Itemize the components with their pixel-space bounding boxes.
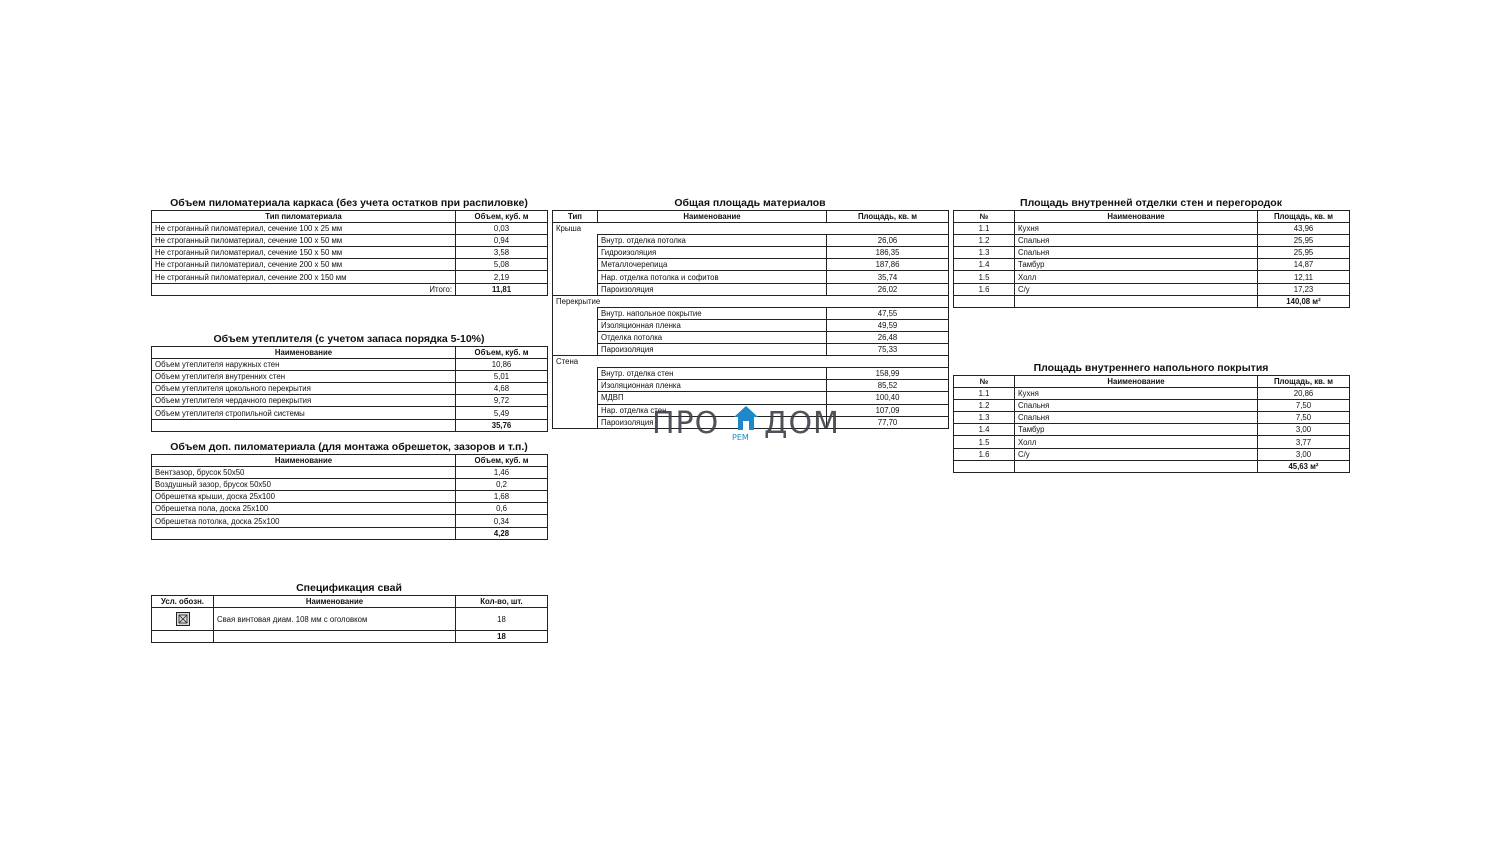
row-name: Внутр. напольное покрытие bbox=[598, 307, 827, 319]
table-row bbox=[152, 467, 548, 479]
piles-title: Спецификация свай bbox=[296, 582, 402, 594]
table-header-row bbox=[152, 211, 548, 223]
row-name: Металлочерепица bbox=[598, 259, 827, 271]
insulation-title: Объем утеплителя (с учетом запаса порядка 5-10%) bbox=[213, 333, 485, 345]
group-label: Перекрытие bbox=[553, 295, 949, 307]
row-name: Объем утеплителя стропильной системы bbox=[152, 407, 456, 419]
total-value: 45,63 м² bbox=[1258, 460, 1350, 472]
row-name: Объем утеплителя чердачного перекрытия bbox=[152, 395, 456, 407]
row-value: 18 bbox=[456, 608, 548, 631]
header-area: Площадь, кв. м bbox=[1258, 211, 1350, 223]
total-label: Итого: bbox=[152, 283, 456, 295]
total-row bbox=[954, 460, 1350, 472]
floor-finish-title: Площадь внутреннего напольного покрытия bbox=[1033, 362, 1269, 374]
piles-table bbox=[151, 595, 548, 643]
total-empty-cell bbox=[1015, 460, 1258, 472]
total-empty-cell bbox=[954, 295, 1015, 307]
header-volume: Объем, куб. м bbox=[456, 455, 548, 467]
total-empty-cell bbox=[152, 631, 214, 643]
table-row bbox=[954, 448, 1350, 460]
extra-lumber-table bbox=[151, 454, 548, 540]
table-header-row bbox=[954, 376, 1350, 388]
framing-lumber-block bbox=[151, 197, 547, 296]
row-value: 100,40 bbox=[827, 392, 949, 404]
row-value: 9,72 bbox=[456, 395, 548, 407]
table-row bbox=[954, 400, 1350, 412]
row-name: Гидроизоляция bbox=[598, 247, 827, 259]
row-number: 1.4 bbox=[954, 259, 1015, 271]
row-name: Обрешетка крыши, доска 25х100 bbox=[152, 491, 456, 503]
table-header-row bbox=[152, 455, 548, 467]
row-value: 0,34 bbox=[456, 515, 548, 527]
row-value: 20,86 bbox=[1258, 388, 1350, 400]
row-value: 26,02 bbox=[827, 283, 949, 295]
row-value: 5,08 bbox=[456, 259, 548, 271]
table-row bbox=[152, 235, 548, 247]
header-name: Наименование bbox=[214, 596, 456, 608]
row-number: 1.5 bbox=[954, 271, 1015, 283]
group-row-roof bbox=[553, 223, 949, 235]
row-value: 14,87 bbox=[1258, 259, 1350, 271]
row-value: 10,86 bbox=[456, 359, 548, 371]
row-name: Холл bbox=[1015, 271, 1258, 283]
row-name: Изоляционная пленка bbox=[598, 319, 827, 331]
total-row bbox=[152, 527, 548, 539]
table-row bbox=[152, 271, 548, 283]
materials-title: Общая площадь материалов bbox=[674, 197, 826, 209]
row-name: Спальня bbox=[1015, 400, 1258, 412]
row-name: Не строганный пиломатериал, сечение 100 х 25 мм bbox=[152, 223, 456, 235]
table-row bbox=[553, 247, 949, 259]
table-row bbox=[553, 416, 949, 428]
row-name: Спальня bbox=[1015, 235, 1258, 247]
table-row bbox=[553, 307, 949, 319]
header-name: Наименование bbox=[598, 211, 827, 223]
total-empty-cell bbox=[152, 419, 456, 431]
row-value: 2,19 bbox=[456, 271, 548, 283]
row-value: 47,55 bbox=[827, 307, 949, 319]
table-row bbox=[152, 223, 548, 235]
row-value: 5,01 bbox=[456, 371, 548, 383]
row-value: 77,70 bbox=[827, 416, 949, 428]
table-row bbox=[553, 283, 949, 295]
group-spacer bbox=[553, 235, 598, 295]
row-name: Тамбур bbox=[1015, 259, 1258, 271]
row-value: 158,99 bbox=[827, 368, 949, 380]
table-row bbox=[553, 380, 949, 392]
group-label: Стена bbox=[553, 356, 949, 368]
table-header-row bbox=[152, 596, 548, 608]
table-row bbox=[553, 259, 949, 271]
table-row bbox=[553, 368, 949, 380]
wall-finish-title: Площадь внутренней отделки стен и перегородок bbox=[1020, 197, 1282, 209]
row-name: Обрешетка потолка, доска 25х100 bbox=[152, 515, 456, 527]
row-value: 26,48 bbox=[827, 331, 949, 343]
row-value: 5,49 bbox=[456, 407, 548, 419]
row-value: 107,09 bbox=[827, 404, 949, 416]
watermark-subtext: РЕМ bbox=[732, 433, 749, 442]
insulation-table bbox=[151, 346, 548, 432]
table-row bbox=[954, 412, 1350, 424]
row-value: 85,52 bbox=[827, 380, 949, 392]
table-row bbox=[152, 503, 548, 515]
total-row bbox=[152, 419, 548, 431]
table-row bbox=[553, 404, 949, 416]
row-number: 1.4 bbox=[954, 424, 1015, 436]
insulation-block bbox=[151, 333, 547, 432]
total-row bbox=[954, 295, 1350, 307]
materials-block bbox=[552, 197, 948, 429]
row-number: 1.6 bbox=[954, 448, 1015, 460]
row-name: Внутр. отделка потолка bbox=[598, 235, 827, 247]
row-name: Объем утеплителя внутренних стен bbox=[152, 371, 456, 383]
row-name: Спальня bbox=[1015, 247, 1258, 259]
header-name: Наименование bbox=[1015, 376, 1258, 388]
table-row bbox=[553, 271, 949, 283]
table-row bbox=[152, 247, 548, 259]
table-row bbox=[954, 436, 1350, 448]
header-volume: Объем, куб. м bbox=[456, 347, 548, 359]
table-row bbox=[954, 223, 1350, 235]
row-value: 3,00 bbox=[1258, 448, 1350, 460]
header-type: Тип bbox=[553, 211, 598, 223]
row-number: 1.2 bbox=[954, 235, 1015, 247]
row-value: 35,74 bbox=[827, 271, 949, 283]
group-spacer bbox=[553, 368, 598, 428]
floor-finish-table bbox=[953, 375, 1350, 473]
table-row bbox=[954, 271, 1350, 283]
row-name: Пароизоляция bbox=[598, 283, 827, 295]
row-name: МДВП bbox=[598, 392, 827, 404]
framing-lumber-table bbox=[151, 210, 548, 296]
row-value: 7,50 bbox=[1258, 400, 1350, 412]
row-value: 26,06 bbox=[827, 235, 949, 247]
row-name: Пароизоляция bbox=[598, 416, 827, 428]
table-row bbox=[553, 392, 949, 404]
row-name: Объем утеплителя цокольного перекрытия bbox=[152, 383, 456, 395]
total-value: 4,28 bbox=[456, 527, 548, 539]
row-number: 1.5 bbox=[954, 436, 1015, 448]
row-name: Воздушный зазор, брусок 50х50 bbox=[152, 479, 456, 491]
row-name: Внутр. отделка стен bbox=[598, 368, 827, 380]
header-number: № bbox=[954, 211, 1015, 223]
total-row bbox=[152, 631, 548, 643]
row-name: Не строганный пиломатериал, сечение 200 х 150 мм bbox=[152, 271, 456, 283]
row-number: 1.1 bbox=[954, 388, 1015, 400]
row-value: 186,35 bbox=[827, 247, 949, 259]
watermark-text-right: ДОМ bbox=[764, 406, 840, 441]
table-row bbox=[152, 359, 548, 371]
table-row bbox=[954, 259, 1350, 271]
total-value: 35,76 bbox=[456, 419, 548, 431]
extra-lumber-block bbox=[151, 441, 547, 540]
symbol-cell bbox=[152, 608, 214, 631]
row-value: 43,96 bbox=[1258, 223, 1350, 235]
row-number: 1.3 bbox=[954, 247, 1015, 259]
total-value: 140,08 м² bbox=[1258, 295, 1350, 307]
screw-pile-symbol-icon bbox=[176, 612, 190, 626]
header-volume: Объем, куб. м bbox=[456, 211, 548, 223]
row-name: Холл bbox=[1015, 436, 1258, 448]
table-row bbox=[553, 331, 949, 343]
header-area: Площадь, кв. м bbox=[1258, 376, 1350, 388]
group-label: Крыша bbox=[553, 223, 949, 235]
row-value: 1,68 bbox=[456, 491, 548, 503]
floor-finish-block bbox=[953, 362, 1349, 473]
extra-lumber-title: Объем доп. пиломатериала (для монтажа обрешеток, зазоров и т.п.) bbox=[170, 441, 528, 453]
materials-table bbox=[552, 210, 949, 429]
row-value: 3,77 bbox=[1258, 436, 1350, 448]
row-name: Свая винтовая диам. 108 мм с оголовком bbox=[214, 608, 456, 631]
row-value: 4,68 bbox=[456, 383, 548, 395]
row-name: Отделка потолка bbox=[598, 331, 827, 343]
watermark-text-left: ПРО bbox=[652, 406, 720, 441]
table-row bbox=[954, 235, 1350, 247]
row-value: 3,58 bbox=[456, 247, 548, 259]
wall-finish-block bbox=[953, 197, 1349, 308]
piles-block bbox=[151, 582, 547, 643]
row-name: Не строганный пиломатериал, сечение 100 х 50 мм bbox=[152, 235, 456, 247]
row-value: 0,94 bbox=[456, 235, 548, 247]
row-name: С/у bbox=[1015, 448, 1258, 460]
row-value: 7,50 bbox=[1258, 412, 1350, 424]
header-name: Наименование bbox=[152, 347, 456, 359]
table-row bbox=[152, 491, 548, 503]
row-value: 0,6 bbox=[456, 503, 548, 515]
total-empty-cell bbox=[1015, 295, 1258, 307]
table-header-row bbox=[954, 211, 1350, 223]
table-row bbox=[152, 608, 548, 631]
table-row bbox=[954, 388, 1350, 400]
row-number: 1.3 bbox=[954, 412, 1015, 424]
row-value: 17,23 bbox=[1258, 283, 1350, 295]
wall-finish-table bbox=[953, 210, 1350, 308]
row-number: 1.6 bbox=[954, 283, 1015, 295]
row-name: Нар. отделка потолка и софитов bbox=[598, 271, 827, 283]
row-value: 25,95 bbox=[1258, 247, 1350, 259]
table-row bbox=[553, 319, 949, 331]
row-value: 0,03 bbox=[456, 223, 548, 235]
group-spacer bbox=[553, 307, 598, 355]
table-row bbox=[152, 259, 548, 271]
table-row bbox=[152, 479, 548, 491]
row-value: 3,00 bbox=[1258, 424, 1350, 436]
row-name: С/у bbox=[1015, 283, 1258, 295]
row-name: Кухня bbox=[1015, 223, 1258, 235]
group-row-wall bbox=[553, 356, 949, 368]
row-value: 75,33 bbox=[827, 344, 949, 356]
table-header-row bbox=[152, 347, 548, 359]
header-lumber-type: Тип пиломатериала bbox=[152, 211, 456, 223]
total-value: 18 bbox=[456, 631, 548, 643]
header-symbol: Усл. обозн. bbox=[152, 596, 214, 608]
total-empty-cell bbox=[954, 460, 1015, 472]
table-row bbox=[553, 235, 949, 247]
row-name: Не строганный пиломатериал, сечение 200 х 50 мм bbox=[152, 259, 456, 271]
header-count: Кол-во, шт. bbox=[456, 596, 548, 608]
row-name: Пароизоляция bbox=[598, 344, 827, 356]
row-name: Кухня bbox=[1015, 388, 1258, 400]
table-header-row bbox=[553, 211, 949, 223]
table-row bbox=[954, 424, 1350, 436]
row-name: Обрешетка пола, доска 25х100 bbox=[152, 503, 456, 515]
header-name: Наименование bbox=[152, 455, 456, 467]
row-value: 49,59 bbox=[827, 319, 949, 331]
header-number: № bbox=[954, 376, 1015, 388]
total-value: 11,81 bbox=[456, 283, 548, 295]
header-area: Площадь, кв. м bbox=[827, 211, 949, 223]
row-value: 1,46 bbox=[456, 467, 548, 479]
row-value: 0,2 bbox=[456, 479, 548, 491]
table-row bbox=[954, 283, 1350, 295]
table-row bbox=[152, 395, 548, 407]
row-name: Спальня bbox=[1015, 412, 1258, 424]
total-empty-cell bbox=[214, 631, 456, 643]
row-name: Нар. отделка стен bbox=[598, 404, 827, 416]
row-name: Вентзазор, брусок 50х50 bbox=[152, 467, 456, 479]
group-row-floor bbox=[553, 295, 949, 307]
total-empty-cell bbox=[152, 527, 456, 539]
table-row bbox=[152, 515, 548, 527]
header-name: Наименование bbox=[1015, 211, 1258, 223]
row-name: Тамбур bbox=[1015, 424, 1258, 436]
total-row bbox=[152, 283, 548, 295]
row-name: Объем утеплителя наружных стен bbox=[152, 359, 456, 371]
table-row bbox=[553, 344, 949, 356]
row-number: 1.1 bbox=[954, 223, 1015, 235]
table-row bbox=[954, 247, 1350, 259]
row-value: 25,95 bbox=[1258, 235, 1350, 247]
framing-lumber-title: Объем пиломатериала каркаса (без учета остатков при распиловке) bbox=[170, 197, 528, 209]
row-name: Изоляционная пленка bbox=[598, 380, 827, 392]
row-value: 187,86 bbox=[827, 259, 949, 271]
row-number: 1.2 bbox=[954, 400, 1015, 412]
table-row bbox=[152, 383, 548, 395]
table-row bbox=[152, 371, 548, 383]
table-row bbox=[152, 407, 548, 419]
row-value: 12,11 bbox=[1258, 271, 1350, 283]
row-name: Не строганный пиломатериал, сечение 150 х 50 мм bbox=[152, 247, 456, 259]
